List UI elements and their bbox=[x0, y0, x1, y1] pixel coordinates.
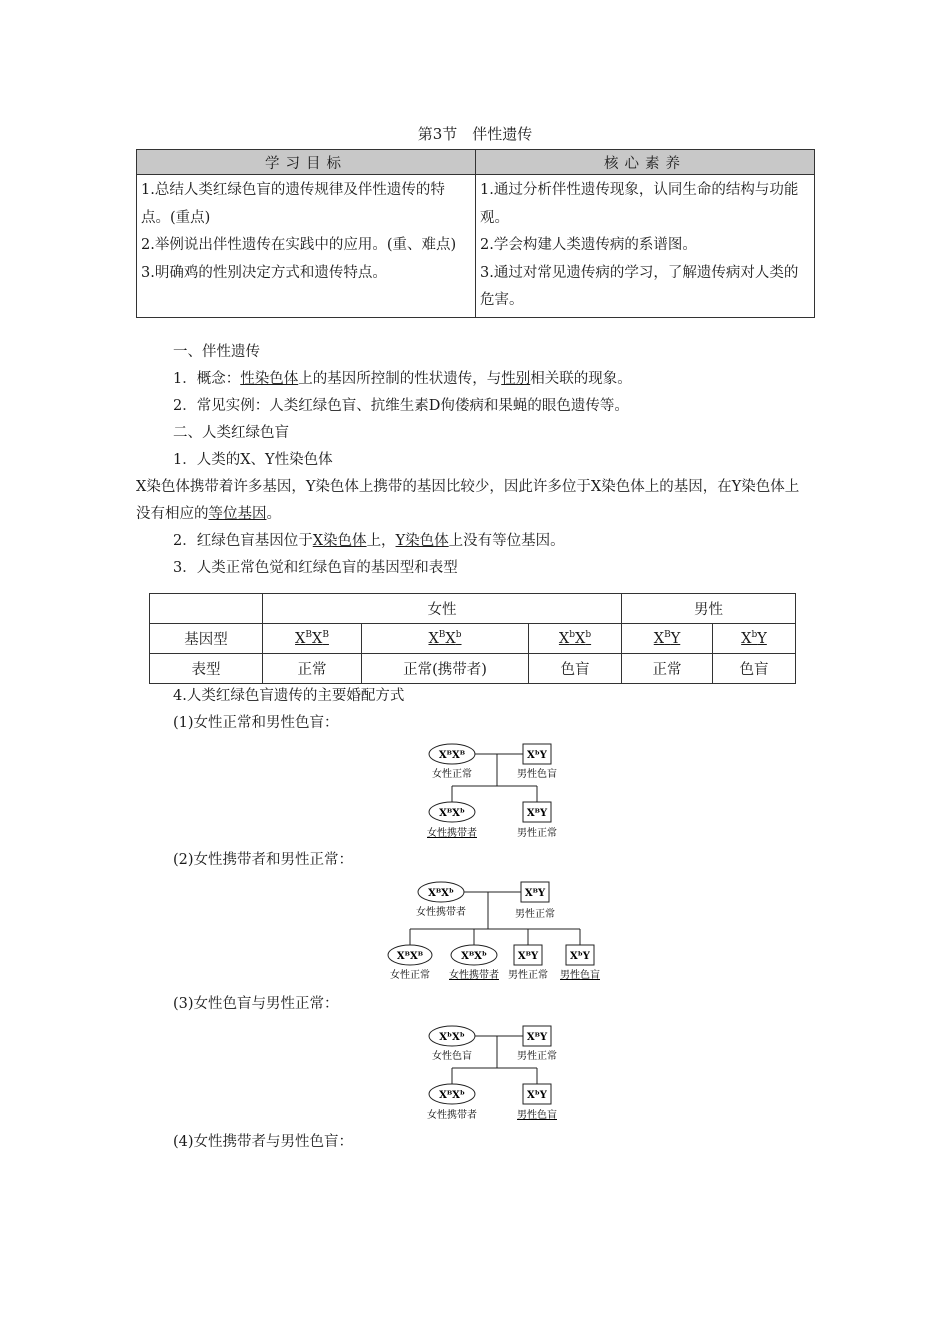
section1-heading: 一、伴性遗传 bbox=[173, 344, 260, 360]
sub2-mid: 上， bbox=[366, 533, 396, 549]
pedigree-genotype: XᴮY bbox=[517, 951, 539, 962]
male-header: 男性 bbox=[622, 594, 796, 624]
pedigree-genotype: XᴮY bbox=[526, 1032, 548, 1043]
pedigree-genotype: XᴮXᴮ bbox=[396, 951, 424, 962]
sub2-term-y: Y染色体 bbox=[395, 533, 449, 549]
cross3-title: (3)女性色盲与男性正常： bbox=[173, 996, 339, 1012]
pedigree-genotype: XᵇXᵇ bbox=[439, 1032, 465, 1043]
cross2-block bbox=[136, 847, 800, 874]
literacy-list bbox=[476, 175, 815, 318]
corner-cell bbox=[150, 594, 263, 624]
literacy-item: 2.学会构建人类遗传病的系谱图。 bbox=[480, 237, 697, 253]
sub2-suffix: 上没有等位基因。 bbox=[448, 533, 565, 549]
pedigree-label: 女性正常 bbox=[390, 970, 430, 981]
pedigree-label: 男性正常 bbox=[515, 909, 555, 920]
genotype-cell: $X^BX^B$ bbox=[263, 624, 362, 654]
sub2-term-x: X染色体 bbox=[312, 533, 367, 549]
genotype-table bbox=[149, 593, 796, 684]
sub2-prefix: 2．红绿色盲基因位于 bbox=[173, 533, 313, 549]
phenotype-cell: 色盲 bbox=[713, 654, 796, 684]
phenotype-cell: 正常(携带者) bbox=[362, 654, 529, 684]
literacy-item: 3.通过对常见遗传病的学习，了解遗传病对人类的危害。 bbox=[480, 264, 799, 308]
pedigree-label: 女性携带者 bbox=[449, 970, 499, 981]
genotype-cell: $X^BX^b$ bbox=[362, 624, 529, 654]
sub1-text bbox=[136, 474, 800, 528]
pedigree-genotype: XᴮXᵇ bbox=[439, 1090, 465, 1101]
cross4-title: (4)女性携带者与男性色盲： bbox=[173, 1134, 354, 1150]
objectives-header: 学习目标 bbox=[137, 150, 476, 175]
genotype-cell: $X^bX^b$ bbox=[529, 624, 622, 654]
cross1-title: (1)女性正常和男性色盲： bbox=[173, 715, 339, 731]
examples-line: 2．常见实例：人类红绿色盲、抗维生素D佝偻病和果蝇的眼色遗传等。 bbox=[173, 398, 629, 414]
page-title: 第3节 伴性遗传 bbox=[417, 125, 533, 143]
pedigree-genotype: XᴮY bbox=[526, 808, 548, 819]
sub3-heading: 3．人类正常色觉和红绿色盲的基因型和表型 bbox=[173, 560, 458, 576]
sub1-text-a: X染色体携带着许多基因，Y染色体上携带的基因比较少，因此许多位于X染色体上的基因，在Y染色体上没有相应的 bbox=[136, 479, 800, 522]
objectives-table bbox=[136, 149, 815, 318]
cross4-block bbox=[136, 1129, 800, 1156]
pedigree-label: 女性携带者 bbox=[416, 907, 466, 918]
sub1-term-allele: 等位基因 bbox=[208, 506, 267, 522]
pedigree-genotype: XᴮY bbox=[524, 888, 546, 899]
phenotype-cell: 色盲 bbox=[529, 654, 622, 684]
pedigree-label: 男性色盲 bbox=[517, 769, 557, 780]
sub1-text-b: 。 bbox=[266, 506, 281, 522]
sub2-line bbox=[136, 528, 800, 555]
sub4-block bbox=[136, 683, 800, 737]
concept-prefix: 1．概念： bbox=[173, 371, 241, 387]
concept-term-sex: 性别 bbox=[501, 371, 531, 387]
pedigree-label: 女性色盲 bbox=[432, 1051, 472, 1062]
pedigree-genotype: XᵇY bbox=[527, 750, 547, 761]
cross3-block bbox=[136, 991, 800, 1018]
pedigree-genotype: XᴮXᵇ bbox=[439, 808, 465, 819]
concept-suffix: 相关联的现象。 bbox=[530, 371, 632, 387]
pedigree-cross-3 bbox=[375, 1021, 605, 1127]
pedigree-label: 女性携带者 bbox=[427, 1110, 477, 1121]
section2-heading: 二、人类红绿色盲 bbox=[173, 425, 289, 441]
objective-item: 3.明确鸡的性别决定方式和遗传特点。 bbox=[141, 264, 387, 281]
pedigree-label: 女性携带者 bbox=[427, 828, 477, 839]
phenotype-cell: 正常 bbox=[263, 654, 362, 684]
pedigree-label: 男性色盲 bbox=[517, 1110, 557, 1121]
objective-item: 2.举例说出伴性遗传在实践中的应用。(重、难点) bbox=[141, 237, 457, 253]
pedigree-genotype: XᴮXᵇ bbox=[461, 951, 487, 962]
genotype-row-label: 基因型 bbox=[150, 624, 263, 654]
pedigree-genotype: XᵇY bbox=[527, 1090, 547, 1101]
genotype-cell: $X^BY$ bbox=[622, 624, 713, 654]
sub4-heading: 4.人类红绿色盲遗传的主要婚配方式 bbox=[173, 688, 405, 704]
pedigree-genotype: XᴮXᴮ bbox=[438, 750, 466, 761]
pedigree-cross-2 bbox=[380, 879, 620, 985]
pedigree-genotype: XᴮXᵇ bbox=[428, 888, 454, 899]
literacy-item: 1.通过分析伴性遗传现象，认同生命的结构与功能观。 bbox=[480, 182, 799, 226]
genotype-cell: $X^bY$ bbox=[713, 624, 796, 654]
phenotype-cell: 正常 bbox=[622, 654, 713, 684]
pedigree-label: 男性正常 bbox=[517, 828, 557, 839]
pedigree-label: 男性色盲 bbox=[560, 970, 600, 981]
pedigree-genotype: XᵇY bbox=[570, 951, 590, 962]
objective-item: 1.总结人类红绿色盲的遗传规律及伴性遗传的特点。(重点) bbox=[141, 182, 445, 226]
pedigree-cross-1 bbox=[375, 739, 605, 845]
sub1-heading: 1．人类的X、Y性染色体 bbox=[173, 452, 333, 468]
concept-mid: 上的基因所控制的性状遗传，与 bbox=[298, 371, 502, 387]
phenotype-row-label: 表型 bbox=[150, 654, 263, 684]
female-header: 女性 bbox=[263, 594, 622, 624]
pedigree-label: 男性正常 bbox=[517, 1051, 557, 1062]
pedigree-label: 男性正常 bbox=[508, 970, 548, 981]
concept-term-sex-chromosome: 性染色体 bbox=[240, 371, 299, 387]
concept-line bbox=[136, 366, 800, 393]
section1 bbox=[136, 339, 800, 582]
objectives-list bbox=[137, 175, 476, 318]
literacy-header: 核心素养 bbox=[476, 150, 815, 175]
cross2-title: (2)女性携带者和男性正常： bbox=[173, 852, 354, 868]
pedigree-label: 女性正常 bbox=[432, 769, 472, 780]
